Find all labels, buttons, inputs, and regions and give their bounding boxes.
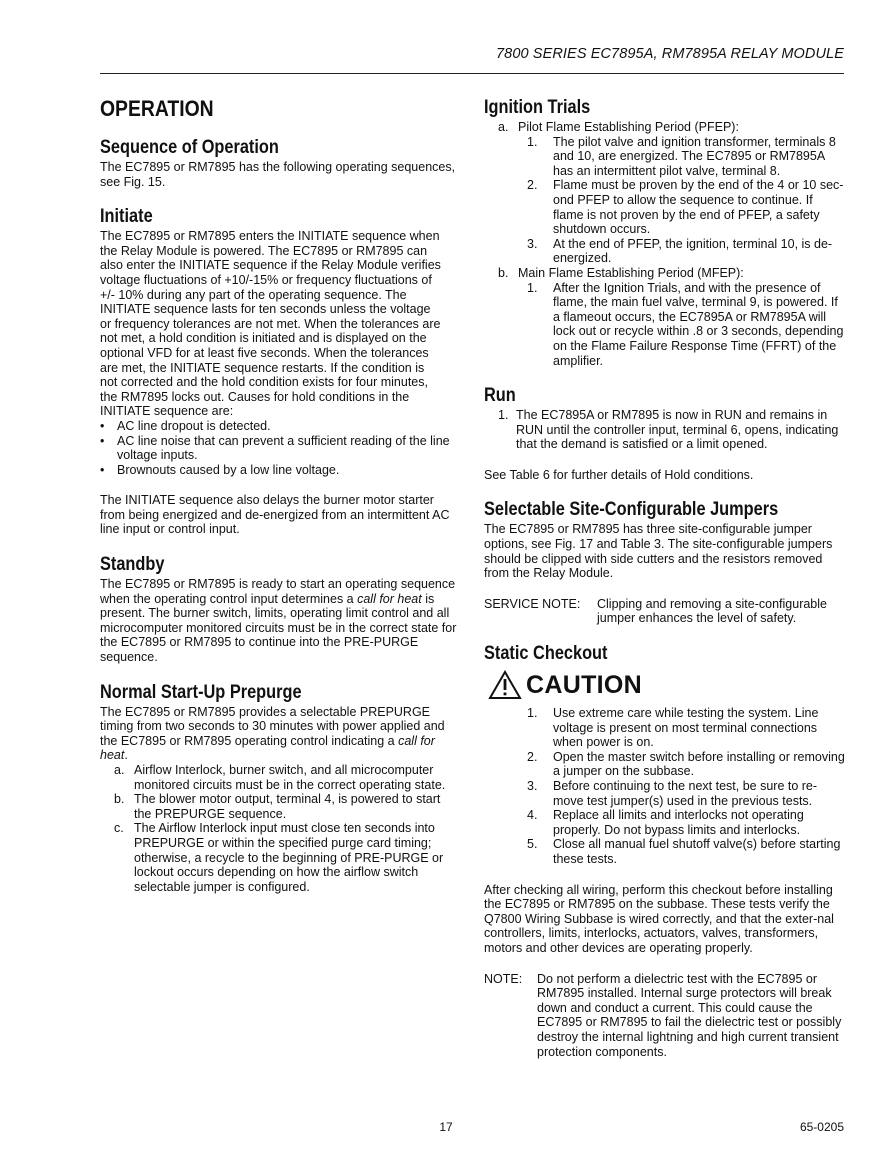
right-column	[484, 96, 846, 1059]
header-rule	[100, 73, 844, 74]
initiate-line: INITIATE sequence are:	[100, 404, 234, 419]
list-item: 2. Flame must be proven by the end of the 4 or 10 sec-ond PFEP to allow the sequence to continue. If flame is not proven by the end of PFEP, a safety shutdown occurs.	[527, 178, 844, 237]
run-heading: Run	[484, 385, 516, 407]
service-note: SERVICE NOTE: Clipping and removing a site-configurable jumper enhances the level of safety.	[484, 596, 827, 626]
initiate-line: optional VFD for at least five seconds. When the tolerances	[100, 345, 429, 360]
run-after-text: See Table 6 for further details of Hold conditions.	[484, 467, 754, 482]
ignition-trials-heading: Ignition Trials	[484, 97, 591, 118]
standby-heading: Standby	[100, 554, 165, 576]
caution-label: CAUTION	[526, 670, 642, 699]
sequence-text: The EC7895 or RM7895 has the following operating sequences, see Fig. 15.	[100, 160, 456, 189]
jumpers-heading: Selectable Site-Configurable Jumpers	[484, 499, 779, 521]
initiate-heading: Initiate	[100, 206, 153, 228]
list-item: c. The Airflow Interlock input must close ten seconds into PREPURGE or within the specified purge card timing; otherwise, a recycle to the beginning of PRE-PURGE or lockout occurs depending on how the airflow switch selectable jumper is configured.	[114, 821, 444, 894]
initiate-line: not corrected and the hold condition exists for four minutes,	[100, 375, 428, 390]
prepurge-text: The EC7895 or RM7895 provides a selectable PREPURGE timing from two seconds to 30 minutes with power applied and the EC7895 or RM7895 operating control indicating a call for heat.	[100, 704, 445, 763]
document-code: 65-0205	[799, 1120, 844, 1134]
caution-banner	[488, 670, 846, 700]
page-number: 17	[439, 1120, 453, 1134]
list-item: b. Main Flame Establishing Period (MFEP):	[498, 265, 744, 280]
list-item: b. The blower motor output, terminal 4, is powered to start the PREPURGE sequence.	[114, 792, 441, 821]
running-header: 7800 SERIES EC7895A, RM7895A RELAY MODULE	[496, 46, 844, 62]
operation-heading: OPERATION	[100, 96, 214, 121]
initiate-line: the Relay Module is powered. The EC7895 or RM7895 can	[100, 243, 428, 258]
list-item: 1. The EC7895A or RM7895 is now in RUN and remains in RUN until the controller input, terminal 6, opens, indicating that the demand is satisfied or a limit opened.	[498, 408, 839, 452]
prepurge-heading: Normal Start-Up Prepurge	[100, 681, 302, 703]
bullet-icon: •	[100, 433, 105, 448]
initiate-line: the RM7895 locks out. Causes for hold conditions in the	[100, 389, 410, 404]
jumpers-text: The EC7895 or RM7895 has three site-configurable jumper options, see Fig. 17 and Table 3. The site-configurable jumpers should be clipped with side cutters and the resistors removed from the Relay Module.	[484, 522, 833, 581]
bullet-icon: •	[100, 418, 105, 433]
bullet-icon: •	[100, 462, 105, 477]
initiate-line: also enter the INITIATE sequence if the Relay Module verifies	[100, 258, 441, 273]
warning-triangle-icon	[488, 670, 522, 700]
list-item: • Brownouts caused by a low line voltage.	[100, 462, 340, 477]
initiate-line: INITIATE sequence lasts for ten seconds unless the voltage	[100, 302, 431, 317]
list-item: 2. Open the master switch before installing or removing a jumper on the subbase.	[527, 749, 845, 779]
list-item: a. Pilot Flame Establishing Period (PFEP):	[498, 120, 739, 134]
list-item: 3. At the end of PFEP, the ignition, terminal 10, is de-energized.	[527, 236, 833, 266]
list-item: 1. After the Ignition Trials, and with the presence of flame, the main fuel valve, terminal 9, is powered. If a flameout occurs, the EC7895A or RM7895A will lock out or recycle within .8 or 3 seconds, depending on the Flame Failure Response Time (FFRT) of the amplifier.	[527, 280, 844, 368]
sequence-heading: Sequence of Operation	[100, 137, 279, 158]
initiate-line: The EC7895 or RM7895 enters the INITIATE sequence when	[100, 229, 440, 244]
initiate-line: are met, the INITIATE sequence restarts. If the condition is	[100, 360, 425, 375]
initiate-text	[100, 229, 460, 419]
checkout-text: After checking all wiring, perform this checkout before installing the EC7895 or RM7895 on the subbase. These tests verify the Q7800 Wiring Subbase is wired correctly, and that the exter-nal controllers, limits, interlocks, actuators, valves, transformers, motors and other devices are operating properly.	[484, 882, 834, 955]
list-item: 4. Replace all limits and interlocks not operating properly. Do not bypass limits and interlocks.	[527, 808, 804, 837]
list-item: • AC line noise that can prevent a sufficient reading of the line voltage inputs.	[100, 433, 450, 463]
list-item: 1. Use extreme care while testing the system. Line voltage is present on most terminal connections when power is on.	[527, 706, 819, 750]
initiate-line: or frequency tolerances are not met. When the tolerances are	[100, 316, 441, 331]
list-item: 3. Before continuing to the next test, be sure to re-move test jumper(s) used in the previous tests.	[527, 779, 818, 808]
initiate-line: voltage fluctuations of +10/-15% or frequency fluctuations of	[100, 272, 432, 287]
standby-text: The EC7895 or RM7895 is ready to start an operating sequence when the operating control input determines a call for heat is present. The burner switch, limits, operating limit control and all microcomputer monitored circuits must be in the correct state for the EC7895 or RM7895 to continue into the PRE-PURGE sequence.	[100, 577, 457, 665]
list-item: • AC line dropout is detected.	[100, 418, 271, 433]
list-item: a. Airflow Interlock, burner switch, and all microcomputer monitored circuits must be in the correct operating state.	[114, 763, 446, 792]
initiate-after-text: The INITIATE sequence also delays the burner motor starter from being energized and de-energized from an intermittent AC line input or control input.	[100, 493, 450, 537]
initiate-line: +/- 10% during any part of the operating sequence. The	[100, 287, 407, 302]
left-column	[100, 96, 460, 894]
static-checkout-heading: Static Checkout	[484, 643, 608, 665]
list-item: 1. The pilot valve and ignition transformer, terminals 8 and 10, are energized. The EC7895 or RM7895A has an intermittent pilot valve, terminal 8.	[527, 134, 836, 178]
note: NOTE: Do not perform a dielectric test with the EC7895 or RM7895 installed. Internal surge protectors will break down and conduct a current. This could cause the EC7895 or RM7895 to fail the dielectric test or possibly destroy the internal lightning and high current transient protection components.	[484, 971, 842, 1059]
initiate-line: not met, a hold condition is initiated and is displayed on the	[100, 331, 427, 346]
list-item: 5. Close all manual fuel shutoff valve(s) before starting these tests.	[527, 837, 841, 866]
